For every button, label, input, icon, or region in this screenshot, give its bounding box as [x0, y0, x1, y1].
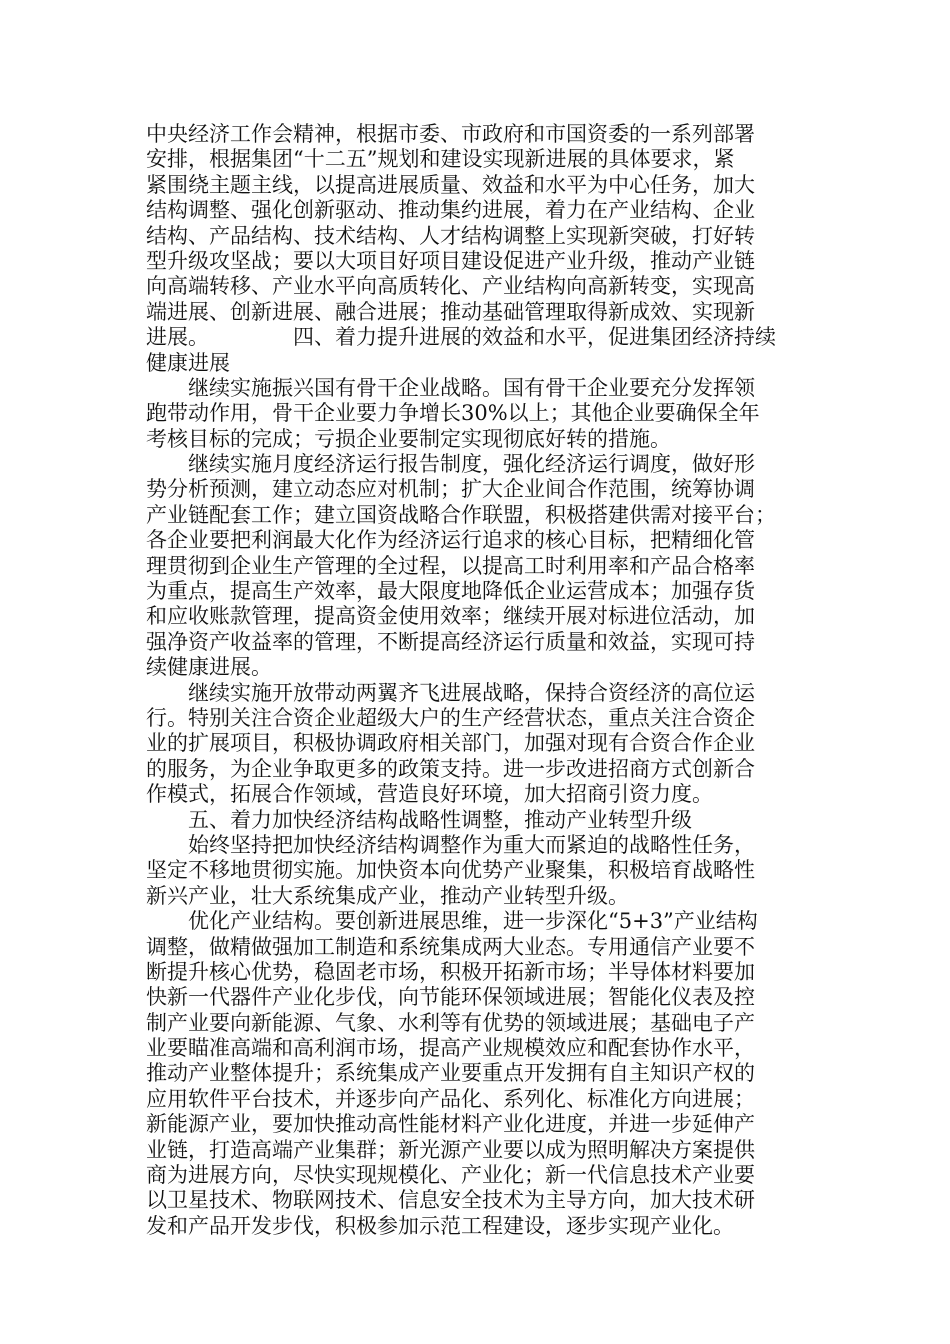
paragraph-line: 跑带动作用，骨干企业要力争增长30%以上；其他企业要确保全年 [146, 401, 760, 426]
paragraph-line: 坚定不移地贯彻实施。加快资本向优势产业聚集，积极培育战略性 [146, 858, 755, 883]
paragraph-line: 续健康进展。 [146, 655, 272, 680]
paragraph-line: 为重点，提高生产效率，最大限度地降低企业运营成本；加强存货 [146, 579, 755, 604]
paragraph-line: 继续实施振兴国有骨干企业战略。国有骨干企业要充分发挥领 [188, 375, 755, 400]
paragraph-line: 各企业要把利润最大化作为经济运行追求的核心目标，把精细化管 [146, 528, 755, 553]
paragraph-line: 产业链配套工作；建立国资战略合作联盟，积极搭建供需对接平台； [146, 502, 776, 527]
paragraph-line: 强净资产收益率的管理，不断提高经济运行质量和效益，实现可持 [146, 629, 755, 654]
paragraph-line: 业的扩展项目，积极协调政府相关部门，加强对现有合资合作企业 [146, 731, 755, 756]
section-heading-4: 四、着力提升进展的效益和水平，促进集团经济持续 [293, 325, 776, 350]
text-line: 安排，根据集团“十二五”规划和建设实现新进展的具体要求，紧 [146, 147, 735, 172]
text-line: 结构、产品结构、技术结构、人才结构调整上实现新突破，打好转 [146, 223, 755, 248]
text-line: 型升级攻坚战；要以大项目好项目建设促进产业升级，推动产业链 [146, 248, 755, 273]
paragraph-line: 以卫星技术、物联网技术、信息安全技术为主导方向，加大技术研 [146, 1188, 755, 1213]
text-line-start: 进展。 [146, 325, 209, 350]
paragraph-line: 新兴产业，壮大系统集成产业，推动产业转型升级。 [146, 883, 629, 908]
paragraph-line: 和应收账款管理，提高资金使用效率；继续开展对标进位活动，加 [146, 604, 755, 629]
text-line: 中央经济工作会精神，根据市委、市政府和市国资委的一系列部署 [146, 122, 755, 146]
section-heading-5: 五、着力加快经济结构战略性调整，推动产业转型升级 [188, 807, 692, 832]
paragraph-line: 继续实施月度经济运行报告制度，强化经济运行调度，做好形 [188, 452, 755, 477]
paragraph-line: 商为进展方向，尽快实现规模化、产业化；新一代信息技术产业要 [146, 1163, 755, 1188]
section-heading-4-cont: 健康进展 [146, 350, 230, 375]
paragraph-line: 行。特别关注合资企业超级大户的生产经营状态，重点关注合资企 [146, 705, 755, 730]
paragraph-line: 发和产品开发步伐，积极参加示范工程建设，逐步实现产业化。 [146, 1213, 734, 1238]
paragraph-line: 的服务，为企业争取更多的政策支持。进一步改进招商方式创新合 [146, 756, 755, 781]
paragraph-line: 业链，打造高端产业集群；新光源产业要以成为照明解决方案提供 [146, 1137, 755, 1162]
paragraph-line: 理贯彻到企业生产管理的全过程，以提高工时利用率和产品合格率 [146, 553, 755, 578]
paragraph-line: 考核目标的完成；亏损企业要制定实现彻底好转的措施。 [146, 426, 671, 451]
paragraph-line: 业要瞄准高端和高利润市场，提高产业规模效应和配套协作水平， [146, 1036, 755, 1061]
paragraph-line: 快新一代器件产业化步伐，向节能环保领域进展；智能化仪表及控 [146, 985, 755, 1010]
text-line: 紧围绕主题主线，以提高进展质量、效益和水平为中心任务，加大 [146, 172, 755, 197]
paragraph-line: 调整，做精做强加工制造和系统集成两大业态。专用通信产业要不 [146, 934, 755, 959]
paragraph-line: 应用软件平台技术，并逐步向产品化、系列化、标准化方向进展； [146, 1086, 755, 1111]
paragraph-line: 优化产业结构。要创新进展思维，进一步深化“5+3”产业结构 [188, 909, 758, 934]
text-line: 结构调整、强化创新驱动、推动集约进展，着力在产业结构、企业 [146, 198, 755, 223]
paragraph-line: 断提升核心优势，稳固老市场，积极开拓新市场；半导体材料要加 [146, 959, 755, 984]
paragraph-line: 继续实施开放带动两翼齐飞进展战略，保持合资经济的高位运 [188, 680, 755, 705]
paragraph-line: 作模式，拓展合作领域，营造良好环境，加大招商引资力度。 [146, 782, 713, 807]
text-line: 向高端转移、产业水平向高质转化、产业结构向高新转变，实现高 [146, 274, 755, 299]
paragraph-line: 始终坚持把加快经济结构调整作为重大而紧迫的战略性任务， [188, 832, 755, 857]
text-line-with-heading [146, 325, 812, 350]
paragraph-line: 制产业要向新能源、气象、水利等有优势的领域进展；基础电子产 [146, 1010, 755, 1035]
paragraph-line: 推动产业整体提升；系统集成产业要重点开发拥有自主知识产权的 [146, 1061, 755, 1086]
text-line: 端进展、创新进展、融合进展；推动基础管理取得新成效、实现新 [146, 299, 755, 324]
paragraph-line: 新能源产业，要加快推动高性能材料产业化进度，并进一步延伸产 [146, 1112, 755, 1137]
paragraph-line: 势分析预测，建立动态应对机制；扩大企业间合作范围，统筹协调 [146, 477, 755, 502]
document-body [146, 122, 812, 1239]
